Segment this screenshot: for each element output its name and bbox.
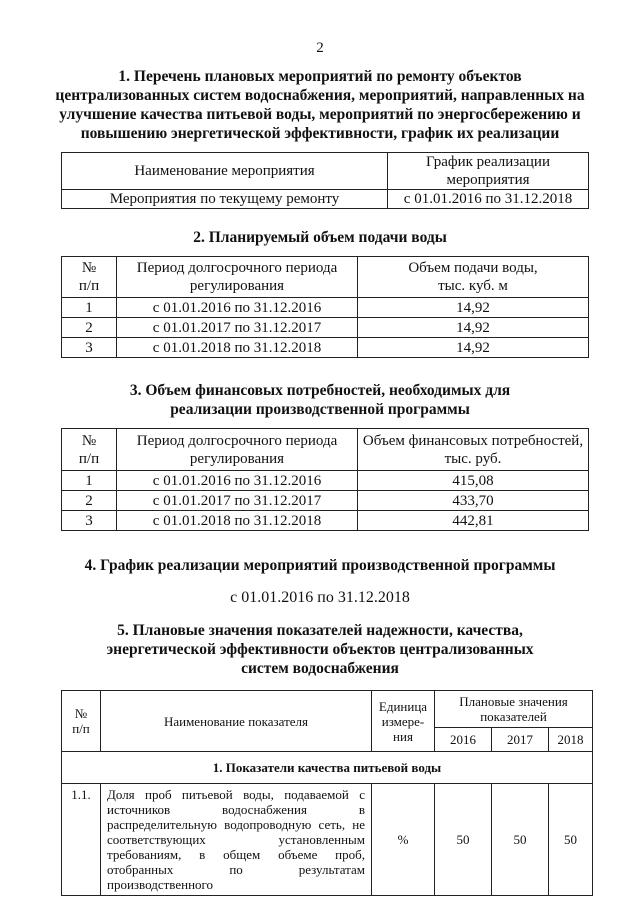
title-line: 1. Перечень плановых мероприятий по ремонту объектов	[118, 68, 522, 85]
year-header: 2016	[435, 728, 492, 752]
num-header: № п/п	[62, 257, 117, 298]
value-2016: 50	[435, 784, 492, 896]
table-header-row	[62, 429, 589, 471]
volume-header: Объем подачи воды, тыс. куб. м	[358, 257, 589, 298]
title-line: улучшение качества питьевой воды, мероприятий по энергосбережению и	[59, 106, 581, 123]
year-header: 2017	[492, 728, 549, 752]
indicator-name: Доля проб питьевой воды, подаваемой с источников водоснабжения в распределительную водопроводную сеть, не соответствующих установленным требованиям, в общем объеме проб, отобранных по результатам производственного	[101, 784, 372, 896]
row-value: 14,92	[358, 298, 589, 318]
value-2017: 50	[492, 784, 549, 896]
title-line: централизованных систем водоснабжения, мероприятий, направленных на	[55, 87, 585, 104]
row-number: 2	[62, 491, 117, 511]
row-period: с 01.01.2016 по 31.12.2016	[117, 471, 358, 491]
table-row	[62, 784, 593, 896]
group-row	[62, 752, 593, 784]
unit-header: Единица измере- ния	[372, 691, 435, 752]
table-row	[62, 190, 589, 209]
indicator-name-header: Наименование показателя	[101, 691, 372, 752]
section1-title	[40, 67, 600, 143]
page-number: 2	[316, 40, 324, 56]
table-row	[62, 511, 589, 531]
title-line: повышению энергетической эффективности, график их реализации	[80, 125, 560, 142]
row-value: 415,08	[358, 471, 589, 491]
value-2018: 50	[549, 784, 593, 896]
row-number: 1	[62, 471, 117, 491]
table-row	[62, 298, 589, 318]
activity-schedule: с 01.01.2016 по 31.12.2018	[388, 190, 589, 209]
group-title: 1. Показатели качества питьевой воды	[62, 752, 593, 784]
section5-title: 5. Плановые значения показателей надежности, качества, энергетической эффективности объектов централизованных систем водоснабжения	[106, 622, 534, 677]
row-period: с 01.01.2017 по 31.12.2017	[117, 491, 358, 511]
finance-header: Объем финансовых потребностей, тыс. руб.	[358, 429, 589, 471]
section3-title: 3. Объем финансовых потребностей, необходимых для реализации производственной программы	[129, 382, 511, 418]
year-header: 2018	[549, 728, 593, 752]
activity-name-header: Наименование мероприятия	[62, 153, 388, 190]
indicators-table	[61, 690, 593, 896]
table-row	[62, 491, 589, 511]
num-header: № п/п	[62, 429, 117, 471]
schedule-header: График реализации мероприятия	[388, 153, 589, 190]
row-period: с 01.01.2016 по 31.12.2016	[117, 298, 358, 318]
row-number: 1.1.	[62, 784, 101, 896]
period-header: Период долгосрочного периода регулирования	[117, 429, 358, 471]
num-header: № п/п	[62, 691, 101, 752]
program-period: с 01.01.2016 по 31.12.2018	[230, 589, 410, 606]
row-value: 433,70	[358, 491, 589, 511]
table-row	[62, 471, 589, 491]
table-header-row	[62, 153, 589, 190]
financial-needs-table	[61, 428, 589, 531]
activities-table	[61, 152, 589, 209]
section2-title: 2. Планируемый объем подачи воды	[193, 229, 447, 246]
row-value: 14,92	[358, 318, 589, 338]
section4-title: 4. График реализации мероприятий производственной программы	[84, 557, 556, 574]
row-number: 3	[62, 338, 117, 358]
row-number: 2	[62, 318, 117, 338]
row-number: 1	[62, 298, 117, 318]
row-period: с 01.01.2017 по 31.12.2017	[117, 318, 358, 338]
row-value: 442,81	[358, 511, 589, 531]
table-header-row	[62, 257, 589, 298]
row-number: 3	[62, 511, 117, 531]
planned-values-header: Плановые значения показателей	[435, 691, 593, 728]
table-row	[62, 318, 589, 338]
period-header: Период долгосрочного периода регулирования	[117, 257, 358, 298]
table-row	[62, 338, 589, 358]
water-volume-table	[61, 256, 589, 358]
activity-name: Мероприятия по текущему ремонту	[62, 190, 388, 209]
row-period: с 01.01.2018 по 31.12.2018	[117, 511, 358, 531]
row-value: 14,92	[358, 338, 589, 358]
indicator-unit: %	[372, 784, 435, 896]
row-period: с 01.01.2018 по 31.12.2018	[117, 338, 358, 358]
